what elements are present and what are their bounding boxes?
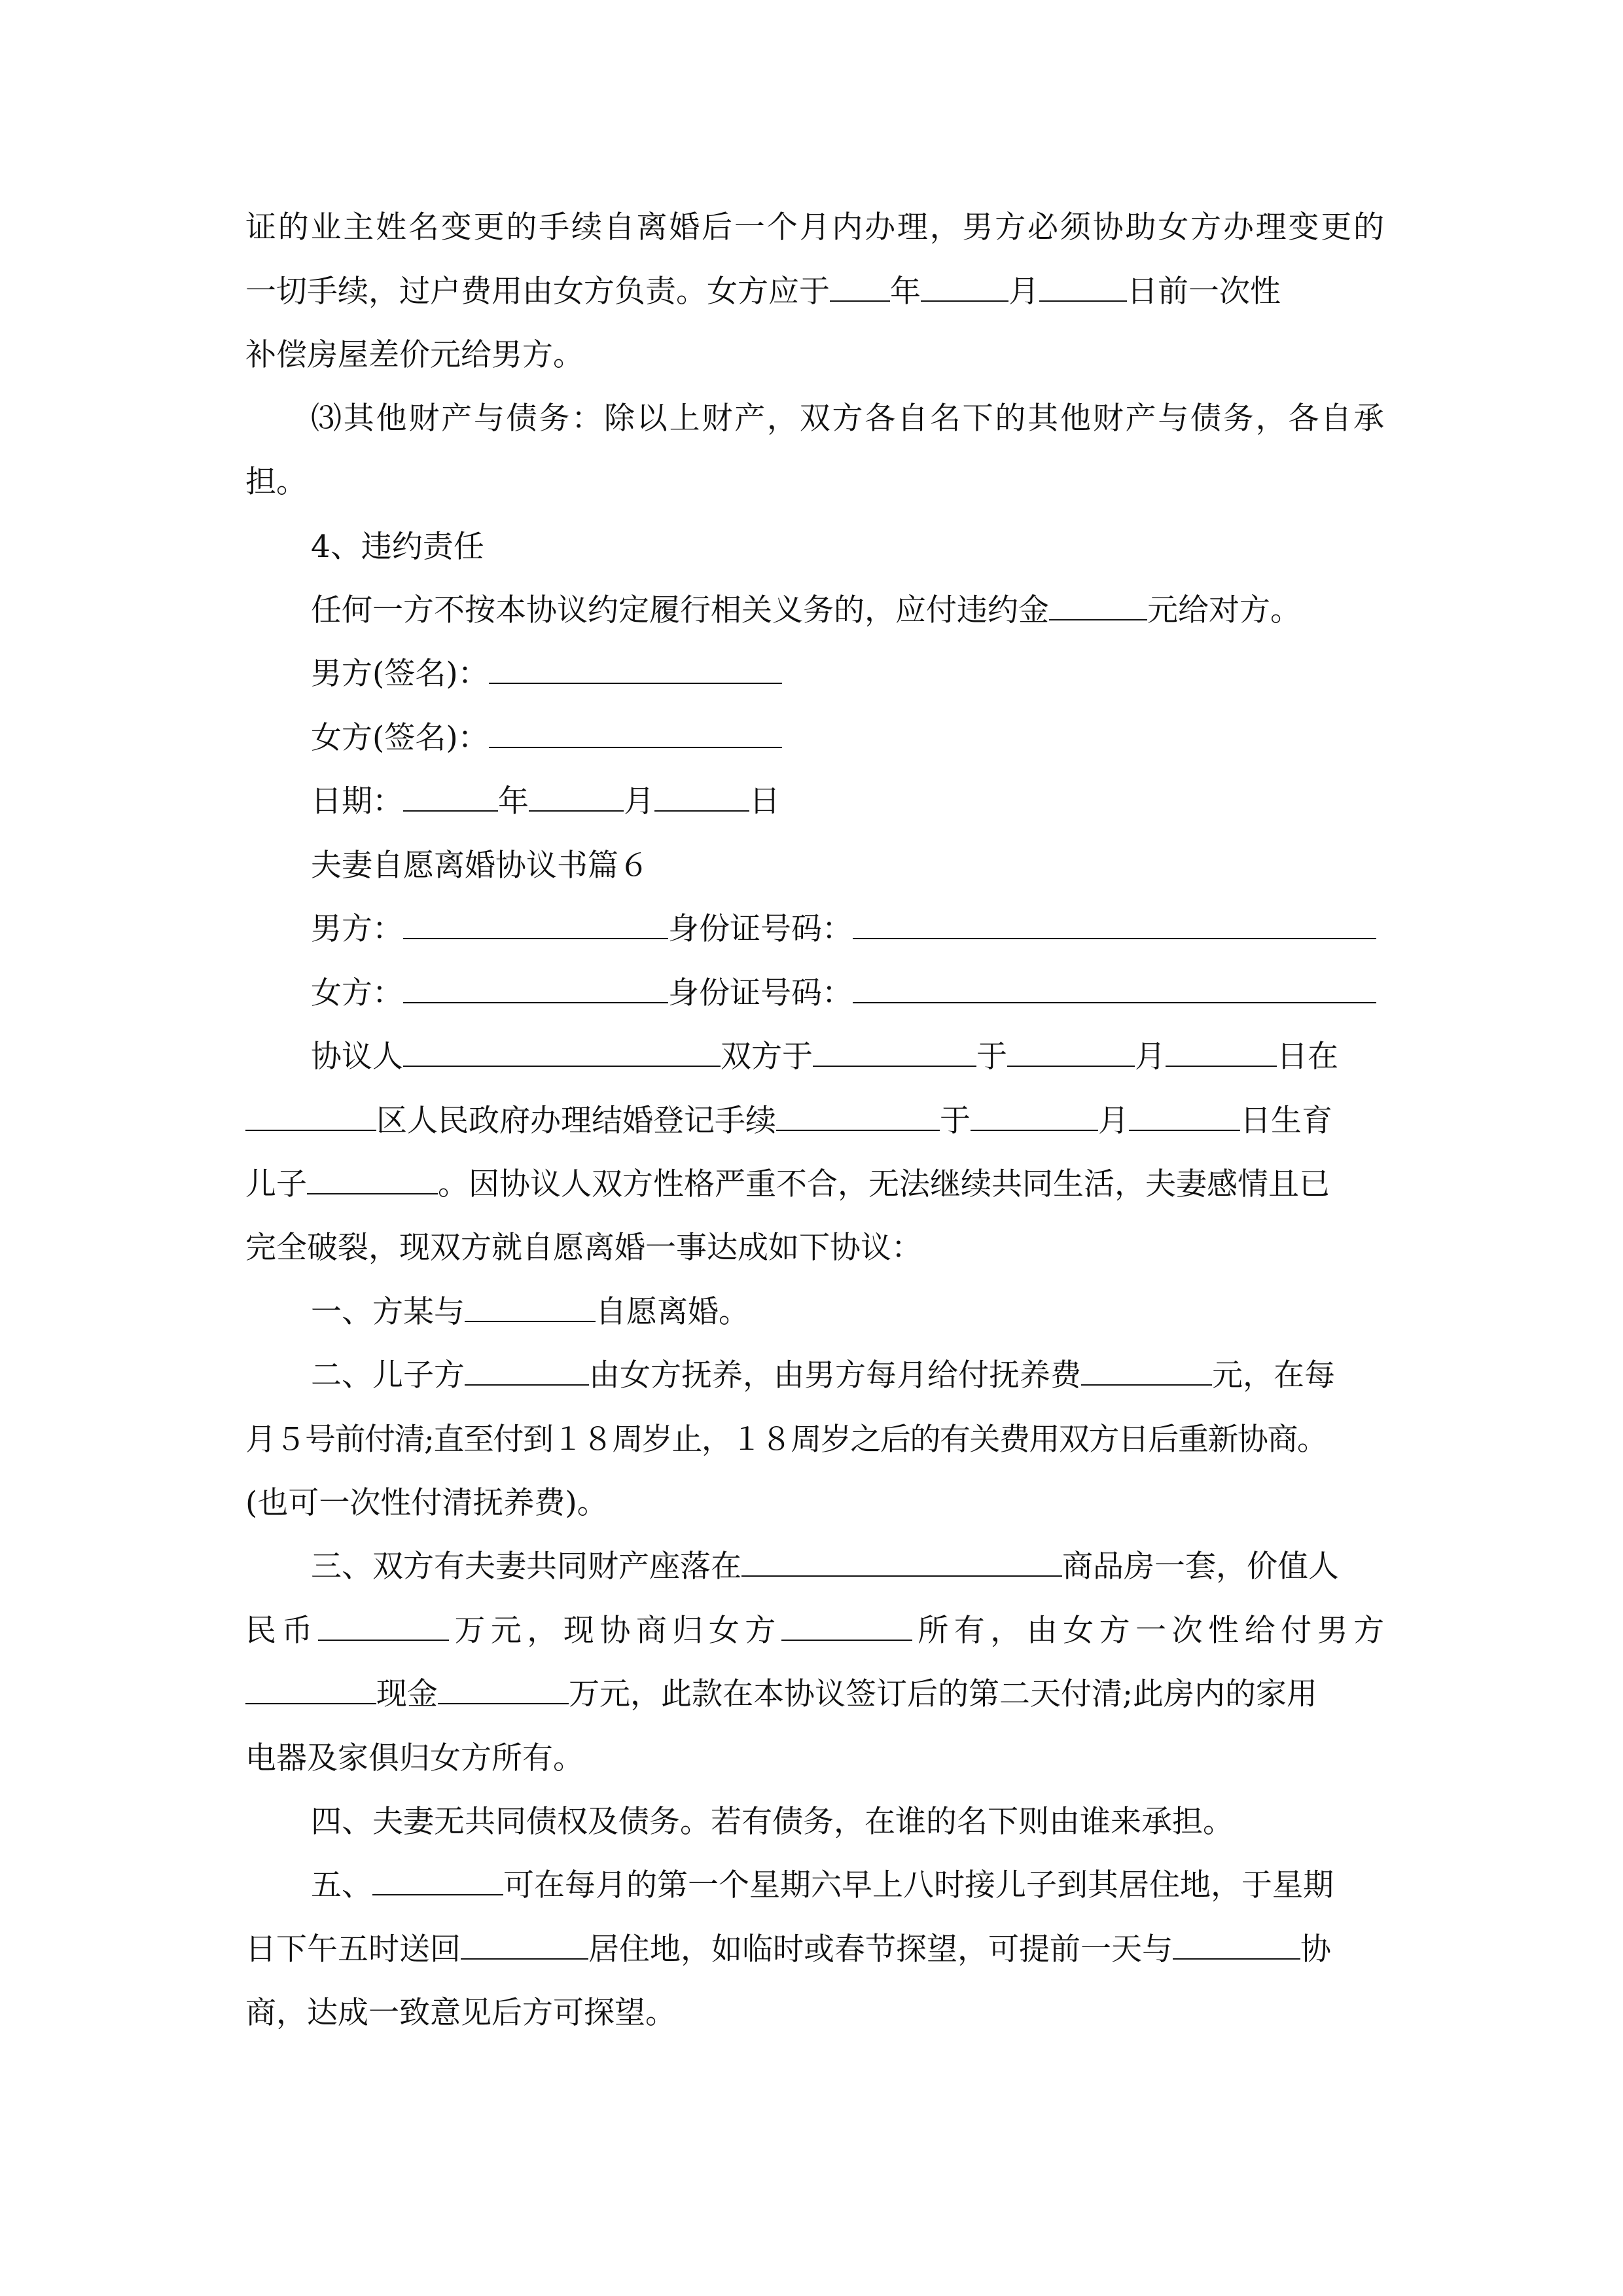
document-title: 夫妻自愿离婚协议书篇６ <box>311 848 649 884</box>
text-segment: 商品房一套，价值人 <box>1062 1549 1339 1585</box>
text-segment: 由女方抚养，由男方每月给付抚养费 <box>589 1357 1081 1393</box>
text-segment: 日在 <box>1277 1039 1338 1075</box>
paragraph-line: (也可一次性付清抚养费)。 <box>245 1485 608 1521</box>
text-segment: 于 <box>940 1103 971 1139</box>
blank-field <box>245 1103 376 1131</box>
text-segment: 三、双方有夫妻共同财产座落在 <box>311 1549 741 1585</box>
text-segment: 月 <box>1135 1039 1166 1075</box>
text-segment: 万元，此款在本协议签订后的第二天付清;此房内的家用 <box>569 1676 1317 1712</box>
clause-3 <box>311 1547 1384 1587</box>
text-segment: 于 <box>976 1039 1007 1075</box>
blank-field <box>853 912 1376 939</box>
signature-blank <box>489 656 782 684</box>
paragraph-line <box>245 1102 1384 1141</box>
blank-field <box>1129 1103 1240 1131</box>
text-segment: 所有，由女方一次性给付男方 <box>912 1613 1385 1649</box>
paragraph-line: ⑶其他财产与债务：除以上财产，双方各自名下的其他财产与债务，各自承 <box>311 401 1384 437</box>
clause-5 <box>311 1866 1384 1905</box>
blank-field <box>403 976 668 1003</box>
blank-field <box>813 1039 976 1067</box>
text-segment: 一、方某与 <box>311 1294 465 1330</box>
text-segment: 日生育 <box>1240 1103 1332 1139</box>
blank-field <box>461 1932 588 1960</box>
date-line <box>311 782 1384 821</box>
text-segment: 日前一次性 <box>1127 274 1281 310</box>
blank-field <box>1049 593 1147 620</box>
blank-field <box>245 1677 376 1704</box>
section-heading: 4、违约责任 <box>311 529 484 565</box>
paragraph-line <box>245 1930 1384 1969</box>
text-segment: 万元，现协商归女方 <box>448 1613 781 1649</box>
blank-field <box>1081 1358 1212 1386</box>
text-segment: 月 <box>1008 274 1039 310</box>
paragraph-line <box>245 1675 1384 1714</box>
paragraph-line: 证的业主姓名变更的手续自离婚后一个月内办理，男方必须协助女方办理变更的 <box>245 209 1384 245</box>
text-segment: 民币 <box>245 1613 318 1649</box>
text-segment: 儿子 <box>245 1166 307 1202</box>
blank-field <box>465 1358 589 1386</box>
text-segment: 日下午五时送回 <box>245 1931 461 1967</box>
text-segment: 月 <box>1098 1103 1129 1139</box>
paragraph-line: 电器及家俱归女方所有。 <box>245 1740 584 1776</box>
text-segment: 月 <box>624 783 654 819</box>
paragraph-line <box>245 272 1384 312</box>
blank-field <box>853 976 1376 1003</box>
blank-field <box>741 1549 1062 1577</box>
text-segment: 二、儿子方 <box>311 1357 465 1393</box>
female-id-row <box>311 974 1384 1013</box>
blank-field <box>1166 1039 1277 1067</box>
paragraph-line: 完全破裂，现双方就自愿离婚一事达成如下协议： <box>245 1230 922 1266</box>
text-segment: 日 <box>749 783 780 819</box>
text-segment: 男方： <box>311 911 403 947</box>
date-label: 日期： <box>311 783 403 819</box>
blank-field <box>1173 1932 1300 1960</box>
text-segment: 年 <box>890 274 921 310</box>
clause-4: 四、夫妻无共同债权及债务。若有债务，在谁的名下则由谁来承担。 <box>311 1804 1234 1840</box>
male-id-row <box>311 910 1384 949</box>
paragraph-line <box>311 591 1384 630</box>
blank-field <box>372 1868 503 1895</box>
blank-field <box>1039 274 1127 302</box>
blank-field <box>781 1613 912 1641</box>
text-segment: 协议人 <box>311 1039 403 1075</box>
signature-blank <box>489 721 782 748</box>
blank-field <box>830 274 890 302</box>
signature-male <box>311 655 1384 694</box>
clause-1 <box>311 1293 1384 1332</box>
clause-2 <box>311 1356 1384 1395</box>
signature-label: 男方(签名)： <box>311 656 489 692</box>
text-segment: 任何一方不按本协议约定履行相关义务的，应付违约金 <box>311 592 1049 628</box>
text-segment: 可在每月的第一个星期六早上八时接儿子到其居住地，于星期 <box>503 1867 1334 1903</box>
blank-field <box>654 784 749 812</box>
paragraph-line: 商，达成一致意见后方可探望。 <box>245 1995 676 2031</box>
text-segment: 女方： <box>311 975 403 1011</box>
blank-field <box>403 1039 721 1067</box>
paragraph-line <box>245 1165 1384 1204</box>
text-segment: 身份证号码： <box>668 975 853 1011</box>
blank-field <box>921 274 1008 302</box>
blank-field <box>971 1103 1098 1131</box>
text-segment: 。因协议人双方性格严重不合，无法继续共同生活，夫妻感情且已 <box>438 1166 1330 1202</box>
text-segment: 双方于 <box>721 1039 813 1075</box>
paragraph-line <box>311 1037 1384 1077</box>
paragraph-line: 月５号前付清;直至付到１８周岁止，１８周岁之后的有关费用双方日后重新协商。 <box>245 1422 1327 1458</box>
blank-field <box>465 1295 596 1322</box>
text-segment: 元给对方。 <box>1147 592 1301 628</box>
blank-field <box>438 1677 569 1704</box>
blank-field <box>776 1103 940 1131</box>
text-segment: 居住地，如临时或春节探望，可提前一天与 <box>588 1931 1173 1967</box>
text-segment: 协 <box>1300 1931 1331 1967</box>
text-segment: 年 <box>498 783 529 819</box>
text-segment: 元，在每 <box>1212 1357 1335 1393</box>
blank-field <box>1007 1039 1135 1067</box>
paragraph-line <box>245 1611 1384 1651</box>
text-segment: 现金 <box>376 1676 438 1712</box>
blank-field <box>529 784 624 812</box>
blank-field <box>318 1613 449 1641</box>
paragraph-line: 担。 <box>245 464 307 500</box>
text-segment: 五、 <box>311 1867 372 1903</box>
paragraph-line: 补偿房屋差价元给男方。 <box>245 337 584 373</box>
signature-label: 女方(签名)： <box>311 720 489 756</box>
blank-field <box>403 912 668 939</box>
signature-female <box>311 719 1384 758</box>
text-segment: 自愿离婚。 <box>596 1294 749 1330</box>
text-segment: 身份证号码： <box>668 911 853 947</box>
blank-field <box>403 784 498 812</box>
blank-field <box>307 1167 438 1194</box>
text-segment: 一切手续，过户费用由女方负责。女方应于 <box>245 274 830 310</box>
text-segment: 区人民政府办理结婚登记手续 <box>376 1103 776 1139</box>
